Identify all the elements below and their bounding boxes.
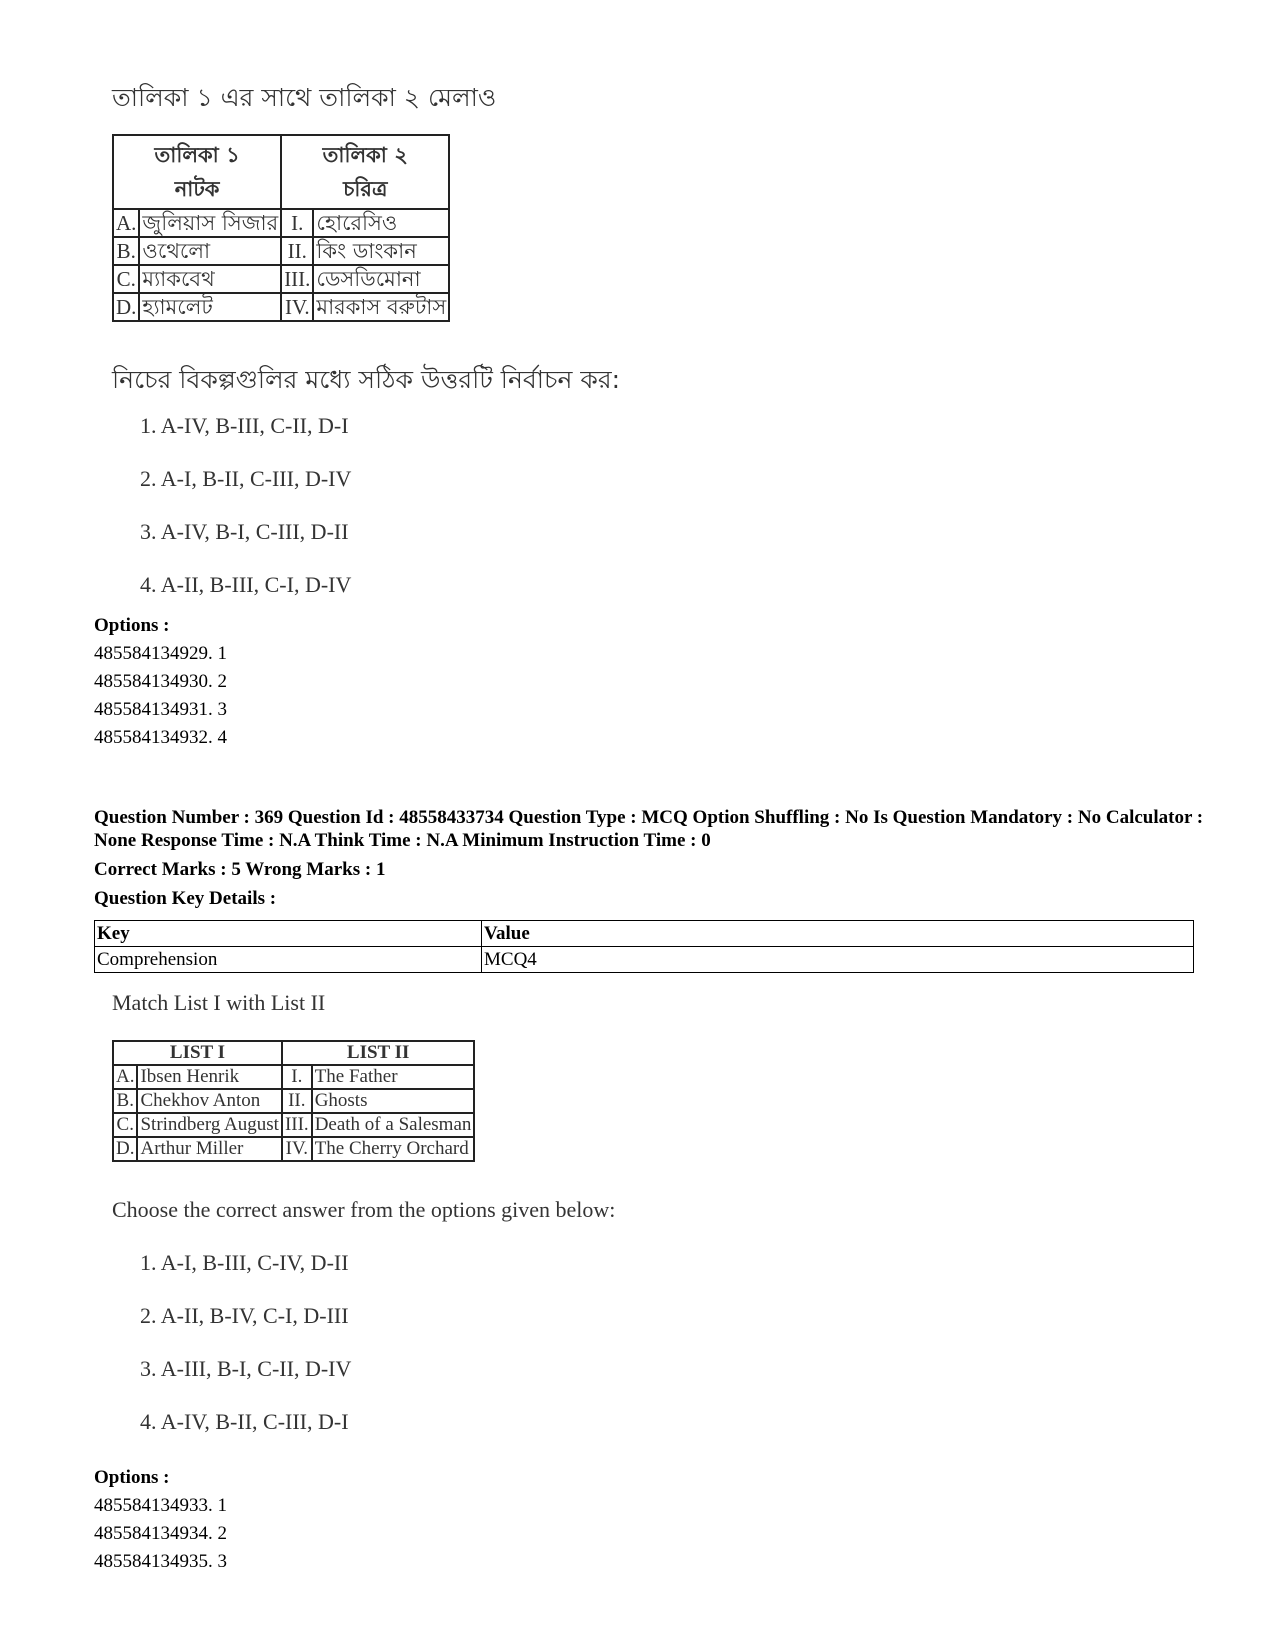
question-meta [94, 806, 1204, 910]
table-row: D. Arthur Miller IV. The Cherry Orchard [113, 1137, 474, 1161]
table-row: Comprehension MCQ4 [95, 947, 1194, 973]
q1-instruction: নিচের বিকল্পগুলির মধ্যে সঠিক উত্তরটি নির্বাচন কর: [112, 365, 621, 394]
table-header-row: Key Value [95, 921, 1194, 947]
table-row: D. হ্যামলেট IV. মারকাস বরুটাস [113, 293, 449, 321]
q1-title: তালিকা ১ এর সাথে তালিকা ২ মেলাও [112, 83, 497, 112]
choice-item: 1. A-IV, B-III, C-II, D-I [140, 413, 349, 438]
q2-choices [140, 1250, 351, 1462]
question-key-table [94, 920, 1194, 973]
option-item: 485584134932. 4 [94, 727, 227, 748]
q1-col2-header: তালিকা ২ চরিত্র [281, 135, 449, 209]
option-item: 485584134935. 3 [94, 1551, 227, 1572]
choice-item: 3. A-IV, B-I, C-III, D-II [140, 519, 349, 544]
marks-info: Correct Marks : 5 Wrong Marks : 1 [94, 859, 386, 880]
table-row: B. ওথেলো II. কিং ডাংকান [113, 237, 449, 265]
q2-col2-header: LIST II [282, 1041, 474, 1065]
table-row: B. Chekhov Anton II. Ghosts [113, 1089, 474, 1113]
choice-item: 1. A-I, B-III, C-IV, D-II [140, 1250, 349, 1275]
q2-options [94, 1464, 227, 1576]
option-item: 485584134930. 2 [94, 671, 227, 692]
option-item: 485584134934. 2 [94, 1523, 227, 1544]
q1-col1-header: তালিকা ১ নাটক [113, 135, 281, 209]
q1-match-table [112, 134, 450, 322]
q2-match-table [112, 1040, 475, 1162]
question-info: Question Number : 369 Question Id : 48558433734 Question Type : MCQ Option Shuffling : No Is Question Mandatory : No Calculator : None Response Time : N.A Think Time : N.A Minimum Instruction Time : 0 [94, 807, 1204, 851]
table-row: C. Strindberg August III. Death of a Salesman [113, 1113, 474, 1137]
table-row: C. ম্যাকবেথ III. ডেসডিমোনা [113, 265, 449, 293]
table-row: A. জুলিয়াস সিজার I. হোরেসিও [113, 209, 449, 237]
table-row: A. Ibsen Henrik I. The Father [113, 1065, 474, 1089]
choice-item: 4. A-IV, B-II, C-III, D-I [140, 1409, 349, 1434]
choice-item: 2. A-II, B-IV, C-I, D-III [140, 1303, 349, 1328]
choice-item: 2. A-I, B-II, C-III, D-IV [140, 466, 352, 491]
option-item: 485584134929. 1 [94, 643, 227, 664]
choice-item: 4. A-II, B-III, C-I, D-IV [140, 572, 352, 597]
q1-options [94, 612, 227, 752]
options-label: Options : [94, 1467, 170, 1488]
q1-choices [140, 413, 351, 625]
q2-col1-header: LIST I [113, 1041, 282, 1065]
choice-item: 3. A-III, B-I, C-II, D-IV [140, 1356, 352, 1381]
option-item: 485584134931. 3 [94, 699, 227, 720]
options-label: Options : [94, 615, 170, 636]
q2-title: Match List I with List II [112, 990, 326, 1015]
key-details-label: Question Key Details : [94, 888, 277, 909]
q2-instruction: Choose the correct answer from the options given below: [112, 1197, 616, 1222]
option-item: 485584134933. 1 [94, 1495, 227, 1516]
